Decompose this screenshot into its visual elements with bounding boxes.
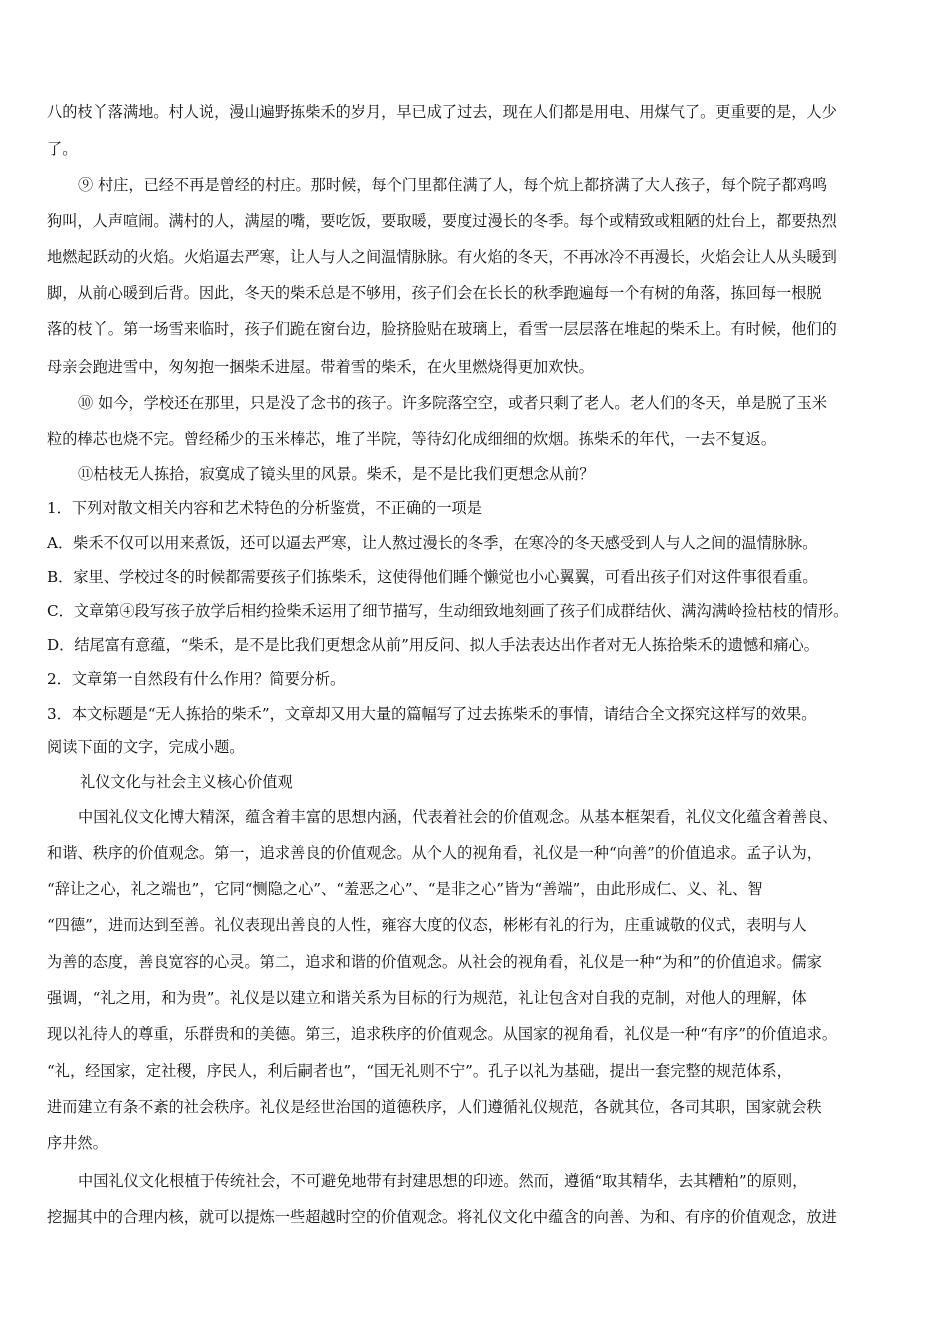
option-b: B．家里、学校过冬的时候都需要孩子们拣柴禾，这使得他们睡个懒觉也小心翼翼，可看出孩子们对这件事很看重。: [47, 568, 818, 586]
passage-line: 地燃起跃动的火焰。火焰逼去严寒，让人与人之间温情脉脉。有火焰的冬天，不再冰冷不再漫长，火焰会让人从头暖到: [47, 248, 837, 266]
article-line: “四德”，进而达到至善。礼仪表现出善良的人性，雍容大度的仪态，彬彬有礼的行为，庄重诚敬的仪式，表明与人: [47, 916, 807, 934]
article-line: 现以礼待人的尊重，乐群贵和的美德。第三，追求秩序的价值观念。从国家的视角看，礼仪是一种“有序”的价值追求。: [47, 1025, 838, 1043]
passage-line: 母亲会跑进雪中，匆匆抱一捆柴禾进屋。带着雪的柴禾，在火里燃烧得更加欢快。: [47, 358, 594, 376]
passage-line: ⑪枯枝无人拣拾，寂寞成了镜头里的风景。柴禾，是不是比我们更想念从前？: [78, 465, 595, 483]
article-line: 中国礼仪文化博大精深，蕴含着丰富的思想内涵，代表着社会的价值观念。从基本框架看，礼仪文化蕴含着善良、: [78, 808, 838, 826]
passage-line: 八的枝丫落满地。村人说，漫山遍野拣柴禾的岁月，早已成了过去，现在人们都是用电、用煤气了。更重要的是，人少: [47, 103, 837, 121]
question-1: 1．下列对散文相关内容和艺术特色的分析鉴赏，不正确的一项是: [47, 499, 482, 517]
passage-line: 狗叫，人声喧闹。满村的人，满屋的嘴，要吃饭，要取暖，要度过漫长的冬季。每个或精致或粗陋的灶台上，都要热烈: [47, 212, 837, 230]
article-line: 序井然。: [47, 1134, 108, 1152]
passage-line: ⑨ 村庄，已经不再是曾经的村庄。那时候，每个门里都住满了人，每个炕上都挤满了大人孩子，每个院子都鸡鸣: [78, 176, 828, 194]
passage-line: 粒的棒芯也烧不完。曾经稀少的玉米棒芯，堆了半院，等待幻化成细细的炊烟。拣柴禾的年代，一去不复返。: [47, 430, 776, 448]
article-line: 强调，“礼之用，和为贵”。礼仪是以建立和谐关系为目标的行为规范，礼让包含对自我的克制，对他人的理解，体: [47, 989, 807, 1007]
article-line: 进而建立有条不紊的社会秩序。礼仪是经世治国的道德秩序，人们遵循礼仪规范，各就其位，各司其职，国家就会秩: [47, 1098, 822, 1116]
option-c: C．文章第④段写孩子放学后相约捡柴禾运用了细节描写，生动细致地刻画了孩子们成群结伙、满沟满岭捡枯枝的情形。: [47, 602, 849, 620]
article-line: 挖掘其中的合理内核，就可以提炼一些超越时空的价值观念。将礼仪文化中蕴含的向善、为和、有序的价值观念，放进: [47, 1208, 837, 1226]
passage-line: 落的枝丫。第一场雪来临时，孩子们跪在窗台边，脸挤脸贴在玻璃上，看雪一层层落在堆起的柴禾上。有时候，他们的: [47, 320, 837, 338]
passage-line: 脚，从前心暖到后背。因此，冬天的柴禾总是不够用，孩子们会在长长的秋季跑遍每一个有树的角落，拣回每一根脱: [47, 284, 822, 302]
article-line: 中国礼仪文化根植于传统社会，不可避免地带有封建思想的印迹。然而，遵循“取其精华，去其糟粕”的原则，: [78, 1172, 808, 1190]
option-d: D．结尾富有意蕴，“柴禾，是不是比我们更想念从前”用反问、拟人手法表达出作者对无人拣拾柴禾的遗憾和痛心。: [47, 636, 819, 654]
article-line: “礼，经国家，定社稷，序民人，利后嗣者也”，“国无礼则不宁”。孔子以礼为基础，提出一套完整的规范体系，: [47, 1062, 792, 1080]
reading-instruction: 阅读下面的文字，完成小题。: [47, 738, 245, 756]
question-3: 3．本文标题是“无人拣拾的柴禾”，文章却又用大量的篇幅写了过去拣柴禾的事情，请结合全文探究这样写的效果。: [47, 705, 817, 723]
passage-line: ⑩ 如今，学校还在那里，只是没了念书的孩子。许多院落空空，或者只剩了老人。老人们的冬天，单是脱了玉米: [78, 394, 828, 412]
article-line: 为善的态度，善良宽容的心灵。第二，追求和谐的价值观念。从社会的视角看，礼仪是一种“为和”的价值追求。儒家: [47, 953, 822, 971]
question-2: 2．文章第一自然段有什么作用？简要分析。: [47, 670, 346, 688]
passage-line: 了。: [47, 140, 78, 158]
article-line: “辞让之心，礼之端也”，它同“恻隐之心”、“羞恶之心”、“是非之心”皆为“善端”，由此形成仁、义、礼、智: [47, 880, 763, 898]
article-line: 和谐、秩序的价值观念。第一，追求善良的价值观念。从个人的视角看，礼仪是一种“向善”的价值追求。孟子认为，: [47, 844, 822, 862]
option-a: A．柴禾不仅可以用来煮饭，还可以逼去严寒，让人熬过漫长的冬季，在寒冷的冬天感受到人与人之间的温情脉脉。: [47, 534, 818, 552]
article-title: 礼仪文化与社会主义核心价值观: [80, 773, 293, 791]
